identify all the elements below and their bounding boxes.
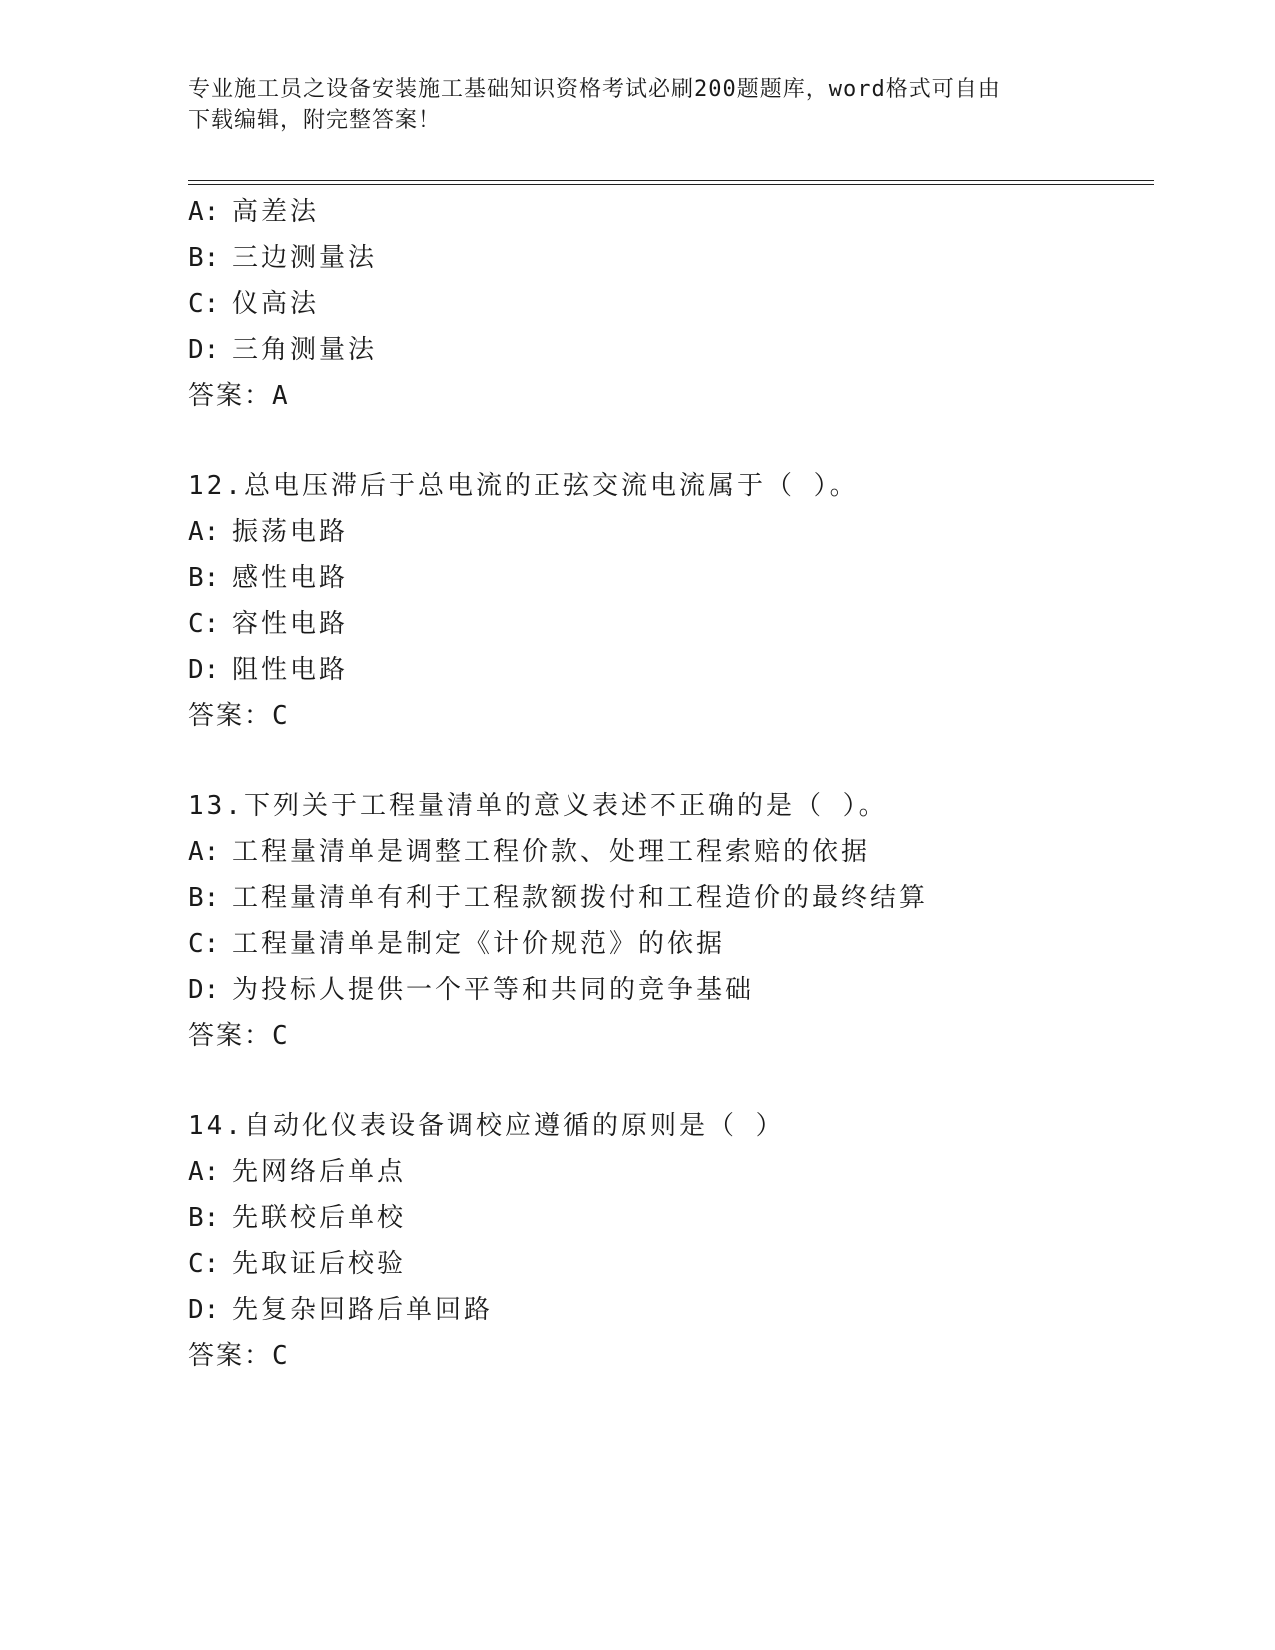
question-11 <box>188 189 1154 419</box>
option-letter: D: <box>188 655 220 685</box>
option-letter: A: <box>188 197 220 227</box>
option-c <box>188 601 1154 647</box>
option-letter: B: <box>188 243 220 273</box>
answer-label: 答案： <box>188 381 273 411</box>
option-text: 工程量清单是调整工程价款、处理工程索赔的依据 <box>232 837 871 867</box>
option-c <box>188 1241 1154 1287</box>
option-text: 高差法 <box>232 197 320 227</box>
question-list <box>188 189 1154 1379</box>
option-text: 仪高法 <box>232 289 320 319</box>
answer-value: C <box>272 1341 290 1371</box>
header-title-line1: 专业施工员之设备安装施工基础知识资格考试必刷200题题库，word格式可自由 <box>188 77 1001 102</box>
option-letter: A: <box>188 837 220 867</box>
option-letter: B: <box>188 563 220 593</box>
option-d <box>188 1287 1154 1333</box>
option-letter: A: <box>188 517 220 547</box>
answer-line <box>188 1013 1154 1059</box>
option-text: 阻性电路 <box>232 655 349 685</box>
header-divider-top <box>188 180 1154 181</box>
option-letter: C: <box>188 609 220 639</box>
answer-label: 答案： <box>188 701 273 731</box>
answer-value: C <box>272 1021 290 1051</box>
option-letter: D: <box>188 1295 220 1325</box>
option-d <box>188 647 1154 693</box>
option-d <box>188 327 1154 373</box>
option-a <box>188 189 1154 235</box>
question-text: 12.总电压滞后于总电流的正弦交流电流属于（ ）。 <box>188 471 859 501</box>
option-b <box>188 1195 1154 1241</box>
answer-line <box>188 693 1154 739</box>
option-text: 三角测量法 <box>232 335 378 365</box>
answer-line <box>188 373 1154 419</box>
option-b <box>188 875 1154 921</box>
option-letter: D: <box>188 975 220 1005</box>
option-letter: A: <box>188 1157 220 1187</box>
option-d <box>188 967 1154 1013</box>
option-text: 先复杂回路后单回路 <box>232 1295 494 1325</box>
option-c <box>188 281 1154 327</box>
option-text: 工程量清单是制定《计价规范》的依据 <box>232 929 726 959</box>
option-b <box>188 235 1154 281</box>
option-letter: B: <box>188 1203 220 1233</box>
option-a <box>188 1149 1154 1195</box>
question-text: 13.下列关于工程量清单的意义表述不正确的是（ ）。 <box>188 791 888 821</box>
option-text: 为投标人提供一个平等和共同的竞争基础 <box>232 975 755 1005</box>
option-text: 振荡电路 <box>232 517 349 547</box>
header-title-line2: 下载编辑，附完整答案！ <box>188 108 442 133</box>
option-letter: D: <box>188 335 220 365</box>
option-text: 先网络后单点 <box>232 1157 407 1187</box>
answer-line <box>188 1333 1154 1379</box>
option-a <box>188 509 1154 555</box>
question-text: 14.自动化仪表设备调校应遵循的原则是（ ） <box>188 1111 785 1141</box>
option-text: 容性电路 <box>232 609 349 639</box>
answer-value: A <box>272 381 290 411</box>
answer-label: 答案： <box>188 1021 273 1051</box>
option-letter: B: <box>188 883 220 913</box>
option-text: 感性电路 <box>232 563 349 593</box>
option-letter: C: <box>188 1249 220 1279</box>
question-14 <box>188 1103 1154 1379</box>
option-c <box>188 921 1154 967</box>
document-header <box>188 74 1068 136</box>
header-divider-bottom <box>188 184 1154 185</box>
option-letter: C: <box>188 289 220 319</box>
option-b <box>188 555 1154 601</box>
question-13 <box>188 783 1154 1059</box>
option-text: 先取证后校验 <box>232 1249 407 1279</box>
option-letter: C: <box>188 929 220 959</box>
answer-label: 答案： <box>188 1341 273 1371</box>
question-12 <box>188 463 1154 739</box>
option-text: 三边测量法 <box>232 243 378 273</box>
option-text: 工程量清单有利于工程款额拨付和工程造价的最终结算 <box>232 883 929 913</box>
option-text: 先联校后单校 <box>232 1203 407 1233</box>
answer-value: C <box>272 701 290 731</box>
option-a <box>188 829 1154 875</box>
